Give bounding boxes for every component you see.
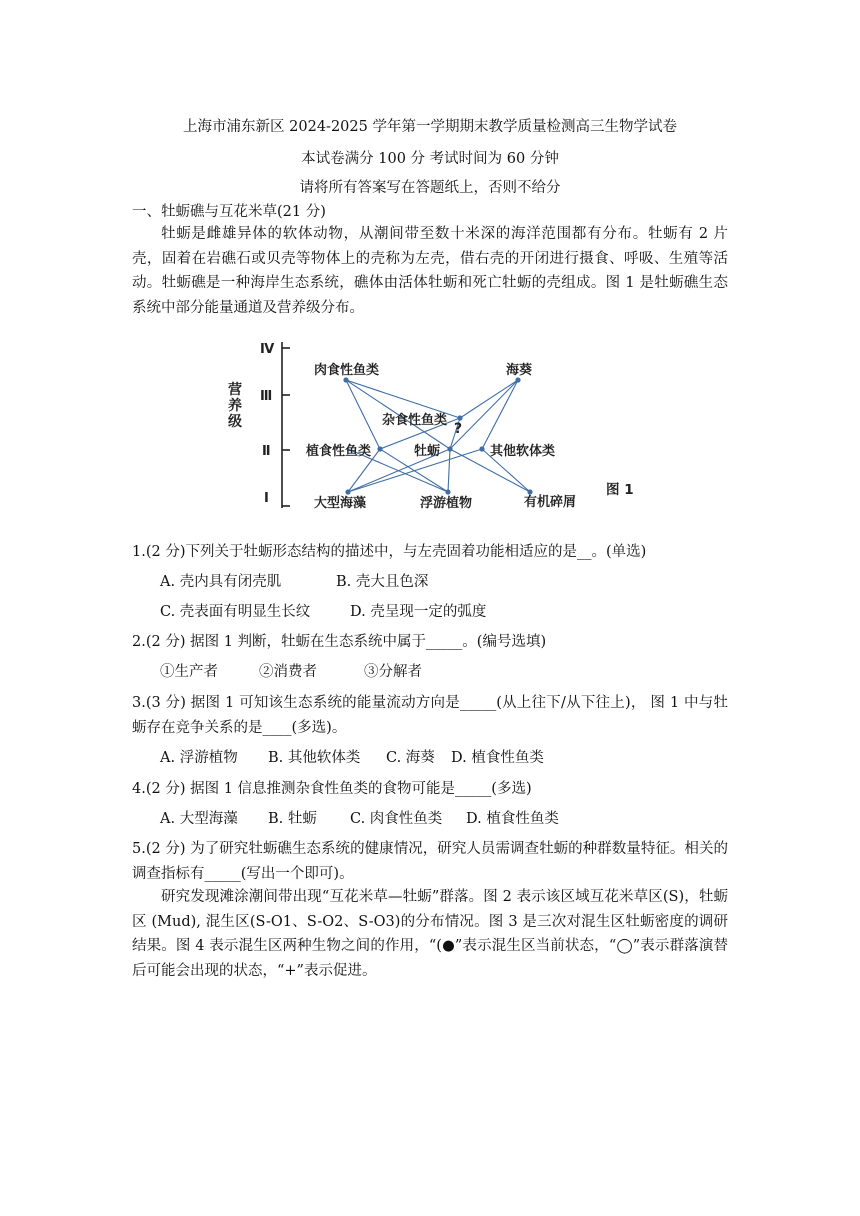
node-detritus: 有机碎屑 <box>524 495 577 510</box>
axis-title-2: 养 <box>228 398 242 414</box>
question-2-stem: 2.(2 分) 据图 1 判断，牡蛎在生态系统中属于_____。(编号选填) <box>132 634 547 650</box>
q2-option-3: ③分解者 <box>364 664 422 680</box>
node-dot-carnivore <box>343 377 348 382</box>
q4-option-c: C. 肉食性鱼类 <box>350 811 443 827</box>
node-other-mollusks: 其他软体类 <box>490 444 556 459</box>
q2-option-1: ①生产者 <box>160 664 218 680</box>
intro-paragraph: 牡蛎是雌雄异体的软体动物，从潮间带至数十米深的海洋范围都有分布。牡蛎有 2 片壳，固着在岩礁石或贝壳等物体上的壳称为左壳，借右壳的开闭进行摄食、呼吸、生殖等活动。牡蛎礁是一种海岸生态系统，礁体由活体牡蛎和死亡牡蛎的壳组成。图 1 是牡蛎礁生态系统中部分能量通道及营养级分布。 <box>132 226 728 316</box>
q1-option-a: A. 壳内具有闭壳肌 <box>160 574 282 590</box>
q1-option-d: D. 壳呈现一定的弧度 <box>350 604 487 620</box>
level-iv: Ⅳ <box>260 342 275 357</box>
question-4-stem: 4.(2 分) 据图 1 信息推测杂食性鱼类的食物可能是_____(多选) <box>132 781 532 797</box>
question-3-stem: 3.(3 分) 据图 1 可知该生态系统的能量流动方向是_____(从上往下/从下往上)， 图 1 中与牡蛎存在竞争关系的是____(多选)。 <box>132 695 728 736</box>
node-dot-omnivore <box>457 415 462 420</box>
level-iii: Ⅲ <box>260 389 273 404</box>
q3-option-d: D. 植食性鱼类 <box>451 750 544 766</box>
section-2-paragraph: 研究发现滩涂潮间带出现“互花米草—牡蛎”群落。图 2 表示该区域互花米草区(S)，牡蛎区 (Mud), 混生区(S-O1、S-O2、S-O3)的分布情况。图 3 是三次对混生区牡蛎密度的调研结果。图 4 表示混生区两种生物之间的作用，“(●”表示混生区当前状态，“◯”表示群落演替后可能会出现的状态，“+”表示促进。 <box>132 889 728 979</box>
node-dot-oyster <box>447 446 452 451</box>
question-mark: ? <box>454 421 463 437</box>
q4-option-b: B. 牡蛎 <box>268 811 317 827</box>
node-dot-other-mollusks <box>479 446 484 451</box>
q1-option-c: C. 壳表面有明显生长纹 <box>160 604 311 620</box>
axis-title-1: 营 <box>228 382 242 398</box>
q3-option-c: C. 海葵 <box>386 750 435 766</box>
exam-title: 上海市浦东新区 2024-2025 学年第一学期期末教学质量检测高三生物学试卷 <box>183 119 677 135</box>
level-i: Ⅰ <box>264 491 269 506</box>
node-dot-plankton <box>445 489 450 494</box>
score-time: 本试卷满分 100 分 考试时间为 60 分钟 <box>301 151 559 167</box>
q2-option-2: ②消费者 <box>259 664 317 680</box>
node-omnivore-fish: 杂食性鱼类 <box>382 413 448 428</box>
node-dot-herbivore <box>377 446 382 451</box>
node-plankton: 浮游植物 <box>420 496 473 511</box>
q4-option-a: A. 大型海藻 <box>160 811 238 827</box>
node-oyster: 牡蛎 <box>414 444 441 459</box>
q3-option-a: A. 浮游植物 <box>160 750 238 766</box>
figure-1-caption: 图 1 <box>606 482 634 498</box>
q1-option-b: B. 壳大且色深 <box>336 574 429 590</box>
node-dot-anemone <box>515 377 520 382</box>
level-ii: Ⅱ <box>262 444 271 459</box>
node-dot-detritus <box>527 489 532 494</box>
figure-1-food-web <box>222 336 642 522</box>
node-anemone: 海葵 <box>506 363 533 378</box>
section-heading: 一、牡蛎礁与互花米草(21 分) <box>132 204 326 220</box>
node-carnivore-fish: 肉食性鱼类 <box>314 363 380 378</box>
q4-option-d: D. 植食性鱼类 <box>466 811 559 827</box>
node-macroalgae: 大型海藻 <box>314 496 367 511</box>
question-1-stem: 1.(2 分)下列关于牡蛎形态结构的描述中，与左壳固着功能相适应的是__。(单选) <box>132 544 647 560</box>
instruction: 请将所有答案写在答题纸上，否则不给分 <box>299 180 561 196</box>
q3-option-b: B. 其他软体类 <box>268 750 361 766</box>
node-herbivore-fish: 植食性鱼类 <box>306 444 372 459</box>
axis-title-3: 级 <box>228 414 242 430</box>
question-5-stem: 5.(2 分) 为了研究牡蛎礁生态系统的健康情况，研究人员需调查牡蛎的种群数量特征。相关的调查指标有_____(写出一个即可)。 <box>132 841 728 882</box>
node-dot-macroalgae <box>345 489 350 494</box>
